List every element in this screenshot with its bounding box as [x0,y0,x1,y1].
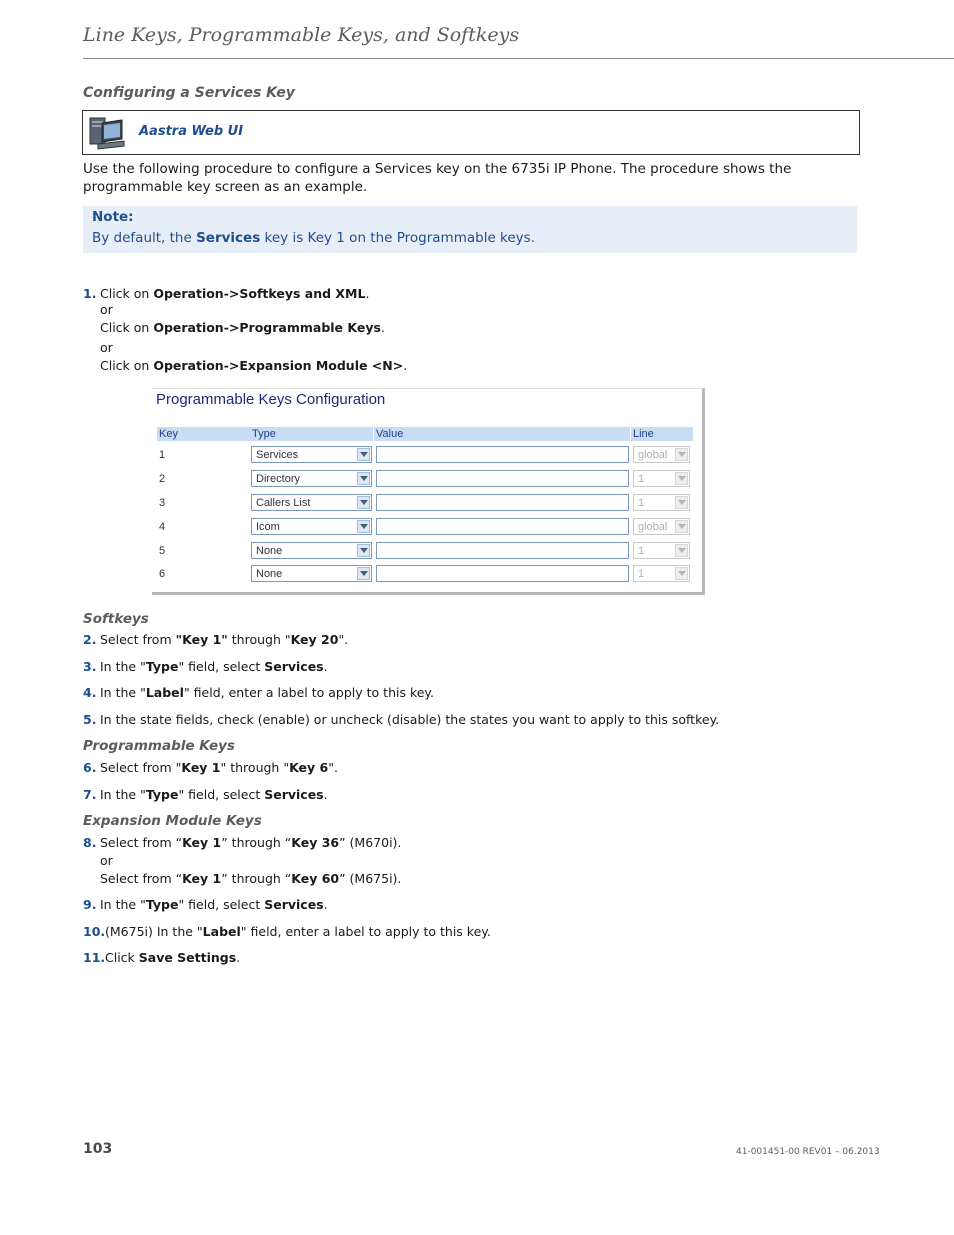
line-select[interactable]: global [633,446,690,463]
col-header-key: Key [157,427,250,441]
chevron-down-icon [675,448,688,461]
row-key: 5 [159,545,166,557]
type-select[interactable]: None [251,542,372,559]
chevron-down-icon [675,520,688,533]
row-key: 2 [159,473,166,485]
value-input[interactable] [376,565,629,582]
step-5: 5. In the state fields, check (enable) or uncheck (disable) the states you want to apply to this softkey. [83,712,720,727]
step-1-or-1: or [100,302,113,317]
line-select[interactable]: 1 [633,470,690,487]
step-9: 9. In the "Type" field, select Services. [83,897,328,912]
step-8: 8. Select from “Key 1” through “Key 36” (M670i). [83,835,402,850]
row-key: 1 [159,449,166,461]
computer-icon [88,115,126,151]
header-rule [83,58,954,59]
value-input[interactable] [376,542,629,559]
chevron-down-icon [675,544,688,557]
chevron-down-icon [675,472,688,485]
chapter-title: Line Keys, Programmable Keys, and Softkeys [83,24,520,46]
note-title: Note: [92,209,134,225]
note-box [83,206,857,253]
panel-title: Programmable Keys Configuration [156,391,386,408]
expansion-module-heading: Expansion Module Keys [83,813,262,829]
chevron-down-icon [675,567,688,580]
chevron-down-icon [357,567,370,580]
softkeys-heading: Softkeys [83,611,149,627]
step-7: 7. In the "Type" field, select Services. [83,787,328,802]
col-header-value: Value [374,427,630,441]
document-number: 41-001451-00 REV01 – 06.2013 [736,1147,880,1157]
line-select[interactable]: global [633,518,690,535]
step-2: 2. Select from "Key 1" through "Key 20". [83,632,349,647]
section-title: Configuring a Services Key [83,85,295,101]
step-4: 4. In the "Label" field, enter a label to apply to this key. [83,685,435,700]
chevron-down-icon [357,544,370,557]
step-1-option-c: Click on Operation->Expansion Module <N>. [100,358,408,373]
line-select[interactable]: 1 [633,565,690,582]
chevron-down-icon [675,496,688,509]
row-key: 3 [159,497,166,509]
programmable-keys-heading: Programmable Keys [83,738,235,754]
chevron-down-icon [357,496,370,509]
line-select[interactable]: 1 [633,542,690,559]
webui-label: Aastra Web UI [139,124,244,139]
row-key: 6 [159,568,166,580]
line-select[interactable]: 1 [633,494,690,511]
chevron-down-icon [357,448,370,461]
page-number: 103 [83,1141,113,1157]
chevron-down-icon [357,472,370,485]
step-1: 1. Click on Operation->Softkeys and XML. [83,286,370,301]
type-select[interactable]: Directory [251,470,372,487]
step-1-option-b: Click on Operation->Programmable Keys. [100,320,385,335]
value-input[interactable] [376,446,629,463]
type-select[interactable]: None [251,565,372,582]
step-6: 6. Select from "Key 1" through "Key 6". [83,760,338,775]
chevron-down-icon [357,520,370,533]
step-8-or: or [100,853,113,868]
value-input[interactable] [376,518,629,535]
step-11: 11.Click Save Settings. [83,950,241,965]
col-header-type: Type [250,427,373,441]
step-1-or-2: or [100,340,113,355]
value-input[interactable] [376,494,629,511]
webui-callout [82,110,860,155]
value-input[interactable] [376,470,629,487]
type-select[interactable]: Icom [251,518,372,535]
row-key: 4 [159,521,166,533]
intro-paragraph: Use the following procedure to configure a Services key on the 6735i IP Phone. The procedure shows the programmable key screen as an example. [83,161,792,195]
programmable-keys-screenshot [152,388,705,595]
note-text: By default, the Services key is Key 1 on the Programmable keys. [92,230,535,246]
type-select[interactable]: Services [251,446,372,463]
type-select[interactable]: Callers List [251,494,372,511]
step-3: 3. In the "Type" field, select Services. [83,659,328,674]
step-10: 10.(M675i) In the "Label" field, enter a label to apply to this key. [83,924,491,939]
col-header-line: Line [631,427,693,441]
step-8-option-b: Select from “Key 1” through “Key 60” (M675i). [100,871,402,886]
